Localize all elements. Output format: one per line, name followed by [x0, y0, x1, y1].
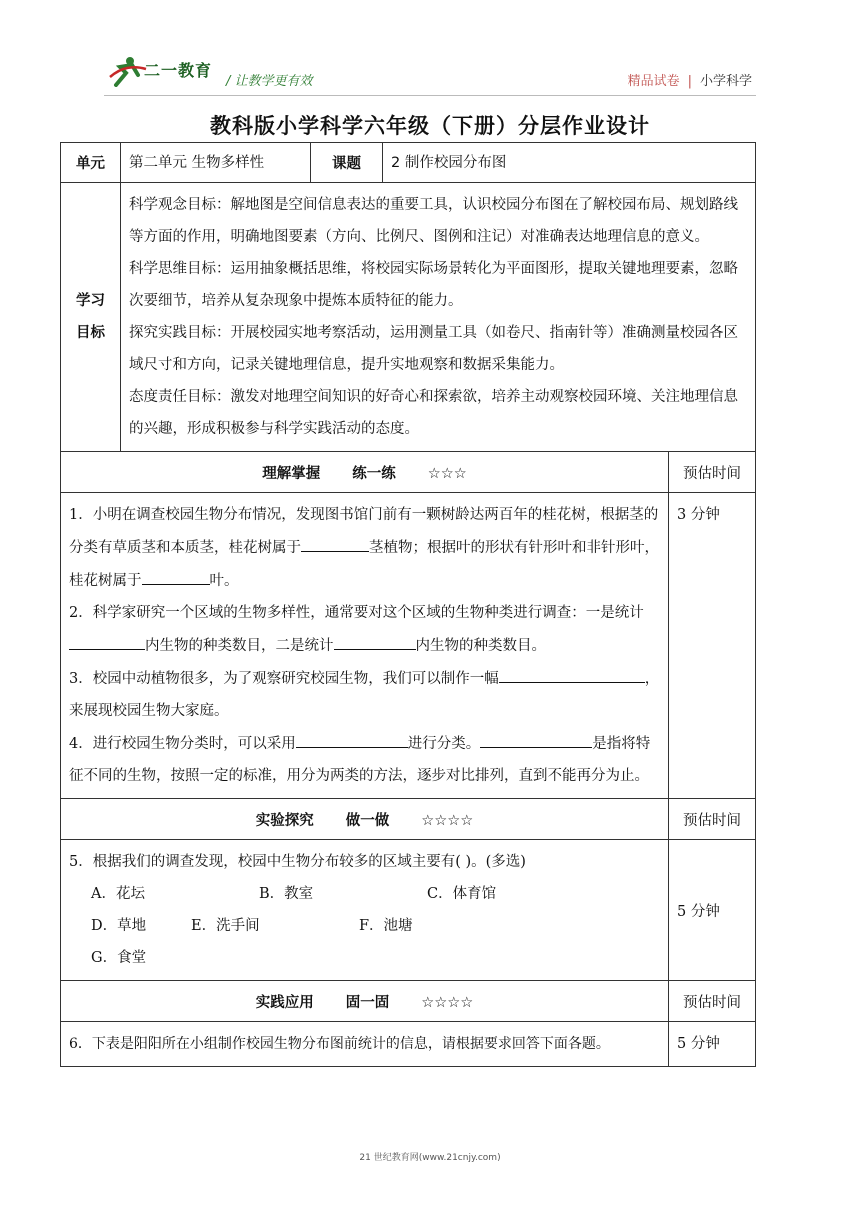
- section3-name: 实践应用: [255, 994, 314, 1011]
- header-divider: [104, 95, 756, 96]
- section1-name: 理解掌握: [262, 465, 321, 482]
- brand-label: 精品试卷: [627, 74, 680, 89]
- slogan: / 让教学更有效: [226, 74, 313, 89]
- section2-sub: 做一做: [345, 812, 390, 829]
- question-6: 6．下表是阳阳所在小组制作校园生物分布图前统计的信息，请根据要求回答下面各题。: [61, 1022, 669, 1067]
- section3-time: 5 分钟: [669, 1022, 756, 1067]
- topic-value: 2 制作校园分布图: [383, 143, 756, 183]
- section2-questions: [61, 840, 669, 981]
- topic-label: 课题: [311, 143, 383, 183]
- option-c[interactable]: C．体育馆: [427, 886, 497, 902]
- objectives-label: [61, 183, 121, 452]
- objectives-label-line1: 学习: [76, 293, 105, 309]
- section1-content-row: [61, 493, 756, 799]
- section2-content-row: [61, 840, 756, 981]
- objectives-row: [61, 183, 756, 452]
- option-a[interactable]: A．花坛: [91, 886, 145, 902]
- header-right: [628, 70, 752, 89]
- objectives-label-line2: 目标: [76, 325, 105, 341]
- section3-stars: ☆☆☆☆: [421, 994, 474, 1011]
- header-separator: |: [687, 74, 692, 89]
- section2-time: 5 分钟: [669, 840, 756, 981]
- section1-questions: [61, 493, 669, 799]
- unit-label: 单元: [61, 143, 121, 183]
- blank-field[interactable]: [480, 727, 592, 748]
- objectives-content: [121, 183, 756, 452]
- page-footer: 21 世纪教育网(www.21cnjy.com): [359, 1153, 501, 1163]
- section3-time-header: 预估时间: [669, 981, 756, 1022]
- option-g[interactable]: G．食堂: [91, 950, 147, 966]
- section2-name: 实验探究: [255, 812, 314, 829]
- blank-field[interactable]: [296, 727, 408, 748]
- section1-header-row: [61, 452, 756, 493]
- question-2: 2．科学家研究一个区域的生物多样性，通常要对这个区域的生物种类进行调查：一是统计内生物的种类数目，二是统计 内生物的种类数目。: [69, 605, 644, 654]
- section2-header: [61, 799, 669, 840]
- objective-thinking: 科学思维目标：运用抽象概括思维，将校园实际场景转化为平面图形，提取关键地理要素，忽略次要细节，培养从复杂现象中提炼本质特征的能力。: [129, 261, 738, 309]
- homework-table: [60, 142, 756, 1067]
- blank-field[interactable]: [142, 564, 210, 585]
- section2-header-row: [61, 799, 756, 840]
- blank-field[interactable]: [301, 531, 369, 552]
- section2-time-header: 预估时间: [669, 799, 756, 840]
- question-1: 1．小明在调查校园生物分布情况，发现图书馆门前有一颗树龄达两百年的桂花树，根据茎的分类有草质茎和本质茎，桂花树属于 茎植物；根据叶的形状有针形叶和非针形叶，桂花树属于 叶。: [69, 507, 659, 589]
- objective-attitude: 态度责任目标：激发对地理空间知识的好奇心和探索欲，培养主动观察校园环境、关注地理信息的兴趣，形成积极参与科学实践活动的态度。: [129, 389, 738, 437]
- section2-stars: ☆☆☆☆: [421, 812, 474, 829]
- question-4: 4．进行校园生物分类时，可以采用 进行分类。 是指将特征不同的生物，按照一定的标准，用分为两类的方法，逐步对比排列，直到不能再分为止。: [69, 727, 660, 792]
- option-e[interactable]: E．洗手间: [191, 918, 260, 934]
- section3-header-row: [61, 981, 756, 1022]
- section1-header: [61, 452, 669, 493]
- subject-label: 小学科学: [699, 74, 752, 89]
- option-f[interactable]: F．池塘: [359, 918, 413, 934]
- question-5: 5．根据我们的调查发现，校园中生物分布较多的区域主要有( )。(多选): [69, 854, 526, 870]
- objective-practice: 探究实践目标：开展校园实地考察活动，运用测量工具（如卷尺、指南针等）准确测量校园各区域尺寸和方向，记录关键地理信息，提升实地观察和数据采集能力。: [129, 325, 738, 373]
- question-5-options: [69, 878, 660, 974]
- section1-stars: ☆☆☆: [427, 465, 467, 482]
- logo-text: 二一教育: [144, 61, 213, 80]
- option-d[interactable]: D．草地: [91, 918, 147, 934]
- option-b[interactable]: B．教室: [259, 886, 314, 902]
- section3-sub: 固一固: [345, 994, 390, 1011]
- question-3: 3．校园中动植物很多，为了观察研究校园生物，我们可以制作一幅 ，来展现校园生物大家庭。: [69, 662, 660, 727]
- section3-header: [61, 981, 669, 1022]
- unit-value: 第二单元 生物多样性: [121, 143, 311, 183]
- section1-time: 3 分钟: [669, 493, 756, 799]
- info-row: [61, 143, 756, 183]
- page-title: 教科版小学科学六年级（下册）分层作业设计: [210, 114, 650, 138]
- page-header: [0, 0, 860, 100]
- section1-sub: 练一练: [352, 465, 396, 482]
- section1-time-header: 预估时间: [669, 452, 756, 493]
- blank-field[interactable]: [499, 662, 645, 683]
- section3-content-row: [61, 1022, 756, 1067]
- blank-field[interactable]: [69, 629, 145, 650]
- objective-concept: 科学观念目标：解地图是空间信息表达的重要工具，认识校园分布图在了解校园布局、规划路线等方面的作用，明确地图要素（方向、比例尺、图例和注记）对准确表达地理信息的意义。: [129, 197, 738, 245]
- blank-field[interactable]: [334, 629, 416, 650]
